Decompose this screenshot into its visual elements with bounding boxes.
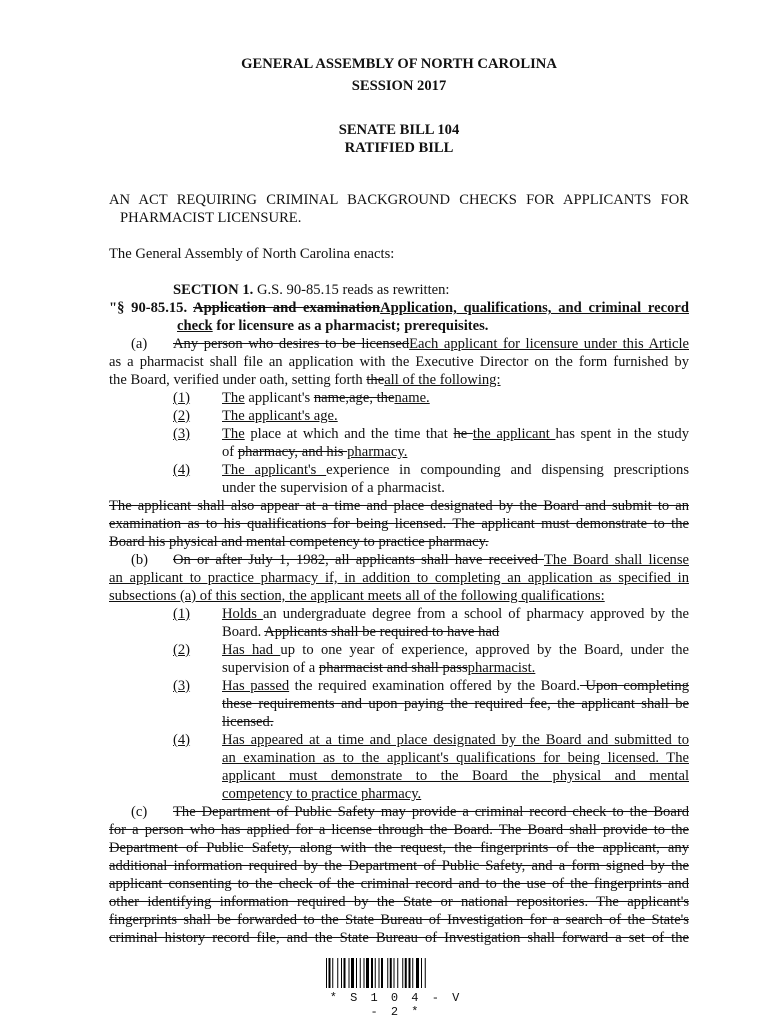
- para-a-struck: Any person who desires to be licensed: [173, 336, 410, 352]
- barcode-bar: [412, 958, 413, 988]
- barcode-bar: [356, 958, 357, 988]
- item-new-text: pharmacist.: [467, 660, 536, 676]
- barcode-bar: [326, 958, 327, 988]
- barcode-bar: [394, 958, 395, 988]
- barcode-bar: [381, 958, 383, 988]
- para-c-line8: criminal history record file, and the State Bureau of Investigation shall forward a set of the: [109, 930, 689, 946]
- item-struck-text: pharmacy, and his: [237, 444, 348, 460]
- barcode-bar: [416, 958, 419, 988]
- item-struck-text: pharmacist and shall pass: [318, 660, 468, 676]
- item-text: under the supervision of a pharmacist.: [222, 480, 445, 496]
- item-number: (2): [173, 642, 191, 658]
- para-c-line3: Department of Public Safety, along with the request, the fingerprints of the applicant, any: [109, 840, 689, 856]
- item-new-text: applicant must demonstrate to the Board the physical and mental: [222, 768, 689, 784]
- bill-number: SENATE BILL 104: [338, 122, 460, 138]
- statute-heading-line2: [177, 317, 689, 335]
- barcode-bar: [337, 958, 338, 988]
- item-new-text: competency to practice pharmacy.: [222, 786, 422, 802]
- item-new-text: Has appeared at a time and place designated by the Board and submitted to: [222, 732, 689, 748]
- item-number: (2): [173, 408, 191, 424]
- para-a-text: the Board, verified under oath, setting forth: [109, 372, 363, 388]
- struck-paragraph-line2: examination as to his qualifications for being licensed. The applicant must demonstrate to the: [109, 516, 689, 532]
- para-c-label: (c): [131, 804, 148, 820]
- enacting-clause: The General Assembly of North Carolina enacts:: [109, 246, 395, 262]
- para-b-line3: subsections (a) of this section, the applicant meets all of the following qualifications:: [109, 588, 605, 604]
- item-new-text: Has had: [222, 642, 281, 658]
- item-text: Board.: [222, 624, 262, 640]
- barcode-bar: [397, 958, 398, 988]
- barcode-bar: [344, 958, 346, 988]
- barcode-label: * S 1 0 4 - V - 2 *: [329, 991, 463, 1019]
- item-new-text: Holds: [222, 606, 263, 622]
- barcode-bar: [421, 958, 422, 988]
- barcode: [326, 958, 466, 988]
- item-number: (4): [173, 732, 191, 748]
- item-struck-text: licensed.: [222, 714, 274, 730]
- para-c-line2: for a person who has applied for a license through the Board. The Board shall provide to the: [109, 822, 689, 838]
- para-a-line2: as a pharmacist shall file an application with the Executive Director on the form furnished by: [109, 354, 689, 370]
- section-label: SECTION 1.: [173, 282, 254, 298]
- item-text: up to one year of experience, approved by the Board, under the: [280, 642, 689, 658]
- bill-status: RATIFIED BILL: [344, 140, 454, 156]
- statute-number: "§ 90-85.15.: [109, 300, 188, 316]
- struck-paragraph-line3: Board his physical and mental competency to practice pharmacy.: [109, 534, 489, 550]
- barcode-bar: [351, 958, 354, 988]
- item-new-text: the applicant: [472, 426, 556, 442]
- barcode-bar: [375, 958, 376, 988]
- section-text: G.S. 90-85.15 reads as rewritten:: [256, 282, 450, 298]
- item-new-text: The applicant's: [222, 462, 327, 478]
- item-text: place at which and the time that: [250, 426, 448, 442]
- para-a-new: Each applicant for licensure under this Article: [409, 336, 690, 352]
- struck-heading: Application and examination: [193, 300, 381, 316]
- item-text: an undergraduate degree from a school of pharmacy approved by the: [262, 606, 689, 622]
- para-b-label: (b): [131, 552, 149, 568]
- barcode-bar: [402, 958, 403, 988]
- item-number: (3): [173, 426, 191, 442]
- item-number: (3): [173, 678, 191, 694]
- item-new-text: Has passed: [222, 678, 290, 694]
- para-c-line7: fingerprints shall be forwarded to the State Bureau of Investigation for a search of the State's: [109, 912, 689, 928]
- item-text: the required examination offered by the Board.: [294, 678, 580, 694]
- barcode-bar: [387, 958, 388, 988]
- item-text: supervision of a: [222, 660, 316, 676]
- item-struck-text: these requirements and upon paying the required fee, the applicant shall be: [222, 696, 689, 712]
- item-text: of: [222, 444, 235, 460]
- item-text: applicant's: [248, 390, 311, 406]
- para-c-line5: applicant consenting to the check of the criminal record and to the use of the fingerprints and: [109, 876, 689, 892]
- para-b-line2: an applicant to practice pharmacy if, in addition to completing an application as specified in: [109, 570, 689, 586]
- struck-paragraph-line1: The applicant shall also appear at a time and place designated by the Board and submit to an: [109, 498, 689, 514]
- barcode-bar: [409, 958, 411, 988]
- new-heading: Application, qualifications, and criminal record: [380, 300, 689, 316]
- barcode-bar: [332, 958, 333, 988]
- section-1: [173, 281, 753, 299]
- para-b-line1: [109, 551, 689, 569]
- statute-heading-line1: [109, 299, 689, 317]
- item-struck-text: name,age, the: [313, 390, 395, 406]
- item-new-text: an examination as to the applicant's qualifications for being licensed. The: [222, 750, 689, 766]
- item-struck-text: Applicants shall be required to have had: [264, 624, 500, 640]
- para-a-new-2: all of the following:: [384, 372, 501, 388]
- barcode-bar: [425, 958, 426, 988]
- heading-rest: for licensure as a pharmacist; prerequisites.: [216, 318, 489, 334]
- barcode-bar: [371, 958, 373, 988]
- item-text: experience in compounding and dispensing prescriptions: [326, 462, 690, 478]
- item-text: has spent in the study: [555, 426, 690, 442]
- session-title: SESSION 2017: [351, 78, 447, 94]
- barcode-bar: [364, 958, 365, 988]
- item-number: (1): [173, 390, 191, 406]
- para-b-struck: On or after July 1, 1982, all applicants shall have received: [173, 552, 544, 568]
- new-heading-cont: check: [177, 318, 213, 334]
- para-c-line1: [109, 803, 689, 821]
- item-new-text: pharmacy.: [347, 444, 408, 460]
- item-struck-text: he: [453, 426, 473, 442]
- para-a-line3: [109, 371, 689, 389]
- para-b-new: The Board shall license: [543, 552, 689, 568]
- para-a-line1: [109, 335, 689, 353]
- barcode-bar: [366, 958, 369, 988]
- barcode-bar: [405, 958, 407, 988]
- barcode-bar: [360, 958, 361, 988]
- assembly-title: GENERAL ASSEMBLY OF NORTH CAROLINA: [241, 56, 557, 72]
- para-c-line4: additional information required by the Department of Public Safety, and a form signed by the: [109, 858, 689, 874]
- barcode-bar: [349, 958, 350, 988]
- act-title-line1: AN ACT REQUIRING CRIMINAL BACKGROUND CHECKS FOR APPLICANTS FOR: [109, 192, 689, 208]
- act-title-line2: PHARMACIST LICENSURE.: [120, 210, 302, 226]
- item-new-text: The: [222, 426, 245, 442]
- item-new-text: The: [222, 390, 245, 406]
- barcode-bar: [390, 958, 392, 988]
- para-a-label: (a): [131, 336, 148, 352]
- para-c-struck: The Department of Public Safety may provide a criminal record check to the Board: [173, 804, 689, 820]
- para-a-struck-2: the: [366, 372, 385, 388]
- item-new-text: The applicant's age.: [222, 408, 338, 424]
- item-number: (1): [173, 606, 191, 622]
- item-number: (4): [173, 462, 191, 478]
- item-new-text: name.: [394, 390, 430, 406]
- item-struck-text: Upon completing: [579, 678, 689, 694]
- barcode-bar: [341, 958, 342, 988]
- barcode-bar: [329, 958, 331, 988]
- para-c-line6: other identifying information required by the State or national repositories. The applicant's: [109, 894, 689, 910]
- barcode-bar: [379, 958, 380, 988]
